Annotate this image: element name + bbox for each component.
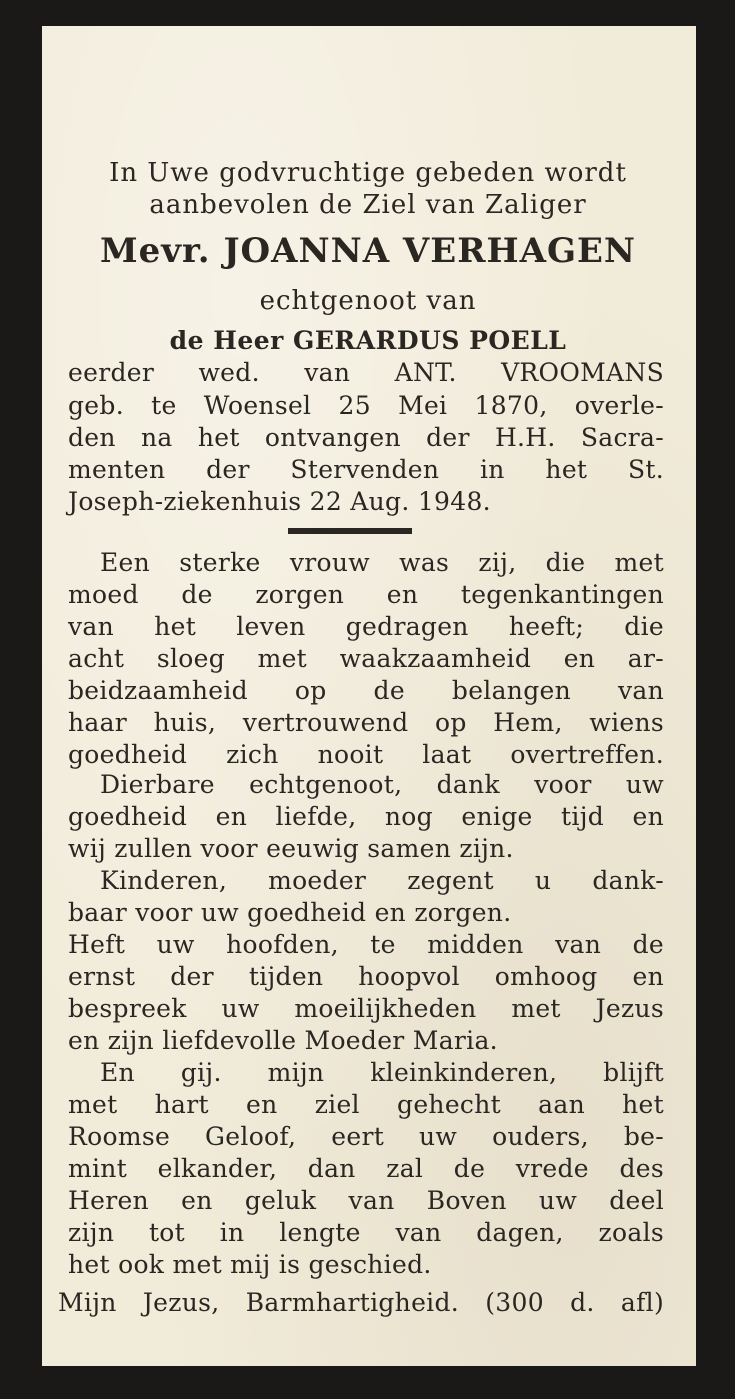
indulgence-prayer: Mijn Jezus, Barmhartigheid. (300 d. afl) — [58, 1288, 664, 1317]
text-line-12: baar voor uw goedheid en zorgen. — [68, 898, 512, 927]
text-line-2: moed de zorgen en tegenkantingen — [68, 580, 664, 609]
details-line-5: Joseph-ziekenhuis 22 Aug. 1948. — [68, 487, 491, 516]
spouse-intro: echtgenoot van — [259, 286, 477, 316]
text-line-4: acht sloeg met waakzaamheid en ar- — [68, 644, 664, 673]
text-line-23: het ook met mij is geschied. — [68, 1250, 432, 1279]
text-line-11: Kinderen, moeder zegent u dank- — [100, 866, 664, 895]
text-line-18: met hart en ziel gehecht aan het — [68, 1090, 664, 1119]
text-line-21: Heren en geluk van Boven uw deel — [68, 1186, 664, 1215]
text-line-22: zijn tot in lengte van dagen, zoals — [68, 1218, 664, 1247]
text-line-5: beidzaamheid op de belangen van — [68, 676, 664, 705]
intro-line-2: aanbevolen de Ziel van Zaliger — [149, 190, 587, 220]
text-line-1: Een sterke vrouw was zij, die met — [100, 548, 664, 577]
spouse-name: de Heer GERARDUS POELL — [169, 326, 567, 355]
details-line-4: menten der Stervenden in het St. — [68, 455, 664, 484]
deceased-name: Mevr. JOANNA VERHAGEN — [99, 231, 637, 271]
details-line-2: geb. te Woensel 25 Mei 1870, overle- — [68, 391, 664, 420]
text-line-6: haar huis, vertrouwend op Hem, wiens — [68, 708, 664, 737]
text-line-7: goedheid zich nooit laat overtreffen. — [68, 740, 664, 769]
divider — [288, 528, 412, 534]
text-line-10: wij zullen voor eeuwig samen zijn. — [68, 834, 514, 863]
text-line-17: En gij. mijn kleinkinderen, blijft — [100, 1058, 664, 1087]
details-line-3: den na het ontvangen der H.H. Sacra- — [68, 423, 664, 452]
details-line-1: eerder wed. van ANT. VROOMANS — [68, 358, 664, 387]
text-line-3: van het leven gedragen heeft; die — [68, 612, 664, 641]
text-line-20: mint elkander, dan zal de vrede des — [68, 1154, 664, 1183]
text-line-14: ernst der tijden hoopvol omhoog en — [68, 962, 664, 991]
text-line-8: Dierbare echtgenoot, dank voor uw — [100, 770, 664, 799]
text-line-13: Heft uw hoofden, te midden van de — [68, 930, 664, 959]
intro-line-1: In Uwe godvruchtige gebeden wordt — [109, 158, 627, 188]
text-line-16: en zijn liefdevolle Moeder Maria. — [68, 1026, 498, 1055]
text-line-15: bespreek uw moeilijkheden met Jezus — [68, 994, 664, 1023]
text-line-19: Roomse Geloof, eert uw ouders, be- — [68, 1122, 664, 1151]
text-line-9: goedheid en liefde, nog enige tijd en — [68, 802, 664, 831]
